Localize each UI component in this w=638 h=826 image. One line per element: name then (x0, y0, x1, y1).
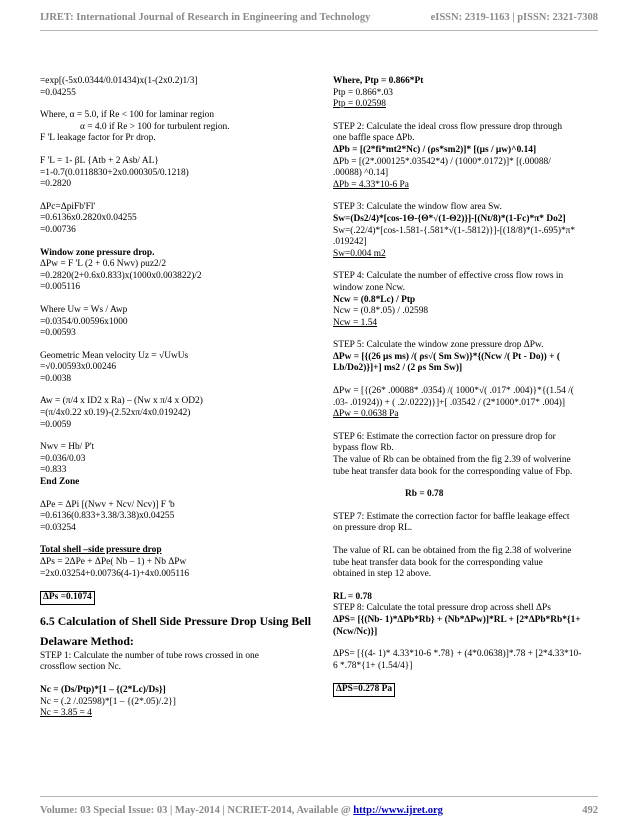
page-footer (40, 805, 598, 819)
spacer (40, 489, 312, 500)
left-column-line: =0.0354/0.00596x1000 (40, 316, 128, 327)
left-column-line: =0.00736 (40, 224, 76, 235)
left-column-line: =0.6136(0.833+3.38/3.38)x0.04255 (40, 511, 175, 522)
right-column-line (333, 683, 598, 697)
spacer (40, 340, 312, 351)
left-column-line: Where Uw = Ws / Awp (40, 304, 128, 315)
issn-text: eISSN: 2319-1163 | pISSN: 2321-7308 (430, 12, 598, 23)
left-column-line: Aw = (π/4 x ID2 x Ra) – (Nw x π/4 x OD2) (40, 396, 203, 407)
spacer (333, 191, 598, 202)
right-column-line: Ncw = (0.8*.05) / .02598 (333, 306, 429, 317)
spacer (333, 581, 598, 592)
left-column-line: =exp[(-5x0.0344/0.01434)x(1-(2x0.2)1/3] (40, 76, 198, 86)
right-column-line: Ptp = 0.866*.03 (333, 87, 393, 98)
spacer (40, 191, 312, 202)
right-column-line: tube heat transfer data book for the corresponding value (333, 557, 543, 568)
spacer (40, 99, 312, 110)
left-column-line: =0.04255 (40, 87, 76, 98)
right-column-line: 6 *.78*{1+ (1.54/4}] (333, 660, 413, 671)
right-column-line: ΔPb = [(2*.000125*.03542*4) / (1000*.0172)]* [(.00088/ (333, 156, 551, 167)
spacer (333, 111, 598, 122)
right-column-line: on pressure drop RL. (333, 523, 413, 534)
left-column-line: ΔPs = 2ΔPe + ΔPe( Nb – 1) + Nb ΔPw (40, 557, 187, 567)
left-column-line: Nc = 3.85 = 4 (40, 708, 92, 719)
left-column-line: =2x0.03254+0.00736(4-1)+4x0.005116 (40, 568, 190, 579)
left-column-line: F 'L = 1- βL {Atb + 2 Asb/ AL} (40, 155, 159, 166)
left-column-line: crossflow section Nc. (40, 662, 121, 673)
spacer (333, 535, 598, 546)
right-column-line: ΔPS= [{(Nb- 1)*ΔPb*Rb} + (Nb*ΔPw)]*RL + [2*ΔPb*Rb*{1+ (333, 614, 581, 625)
left-column-line: =0.00593 (40, 328, 76, 339)
left-column-line: =0.2820(2+0.6x0.833)x(1000x0.003822)/2 (40, 270, 202, 281)
right-column-line: STEP 6: Estimate the correction factor on pressure drop for (333, 431, 556, 442)
left-column-line: =0.005116 (40, 282, 81, 293)
left-column-line: Nc = (.2 /.02598)*[1 – {(2*.05)/.2}] (40, 696, 176, 707)
left-column-line: =0.833 (40, 465, 67, 476)
left-column-line: =0.6136x0.2820x0.04255 (40, 213, 137, 224)
right-column-line: STEP 4: Calculate the number of effective cross flow rows in (333, 271, 564, 282)
right-column-line: .00088) ^0.14] (333, 168, 389, 179)
right-column-line: Rb = 0.78 (405, 489, 444, 500)
left-column-line: =(π/4x0.22 x0.19)-(2.52xπ/4x0.019242) (40, 408, 191, 419)
right-column-line: Lb/Do2)}]+] ms2 / (2 ρs Sm Sw)] (333, 363, 463, 374)
left-column-line: F 'L leakage factor for Pr drop. (40, 133, 156, 144)
right-column-line: Sw=(.22/4)*[cos-1.581-{.581*√(1-.5812)}]-[(18/8)*(1-.695)*π* (333, 225, 576, 236)
spacer (333, 672, 598, 683)
left-column-line: Geometric Mean velocity Uz = √UwUs (40, 350, 189, 361)
right-column-line: Sw=(Ds2/4)*[cos-1Θ-{Θ*√(1-Θ2)}]-[(Nt/8)*(1-Fc)*π* Do2] (333, 213, 566, 224)
left-column-line: Total shell –side pressure drop (40, 545, 162, 556)
right-column-line: ΔPw = 0.0638 Pa (333, 409, 399, 420)
footer-text: Volume: 03 Special Issue: 03 | May-2014 | NCRIET-2014, Available @ (40, 805, 351, 816)
right-column-line: bypass flow Rb. (333, 443, 394, 454)
header-rule (40, 30, 598, 31)
right-column (333, 76, 598, 697)
left-column-line: 6.5 Calculation of Shell Side Pressure Drop Using Bell (40, 613, 312, 628)
left-column-line: =0.0038 (40, 373, 72, 384)
left-column-line: =0.03254 (40, 522, 76, 533)
right-column-line: ΔPb = [(2*fi*mt2*Nc) / (ρs*sm2)]* [(μs / μw)^0.14] (333, 144, 537, 155)
right-column-line: .019242] (333, 237, 367, 248)
spacer (40, 431, 312, 442)
spacer (333, 421, 598, 432)
left-column-line: ΔPe = ΔPi [(Nwv + Ncv/ Ncv)] F 'b (40, 499, 175, 510)
left-column-line: End Zone (40, 477, 80, 488)
left-column-line: =1-0.7(0.0118830+2x0.000305/0.1218) (40, 167, 189, 178)
left-column-line: Delaware Method: (40, 633, 134, 648)
right-column-line: ΔPb = 4.33*10-6 Pa (333, 179, 409, 190)
left-column-line: =0.036/0.03 (40, 453, 86, 464)
right-column-line: The value of Rb can be obtained from the fig 2.39 of wolverine (333, 455, 571, 466)
right-column-line: STEP 2: Calculate the ideal cross flow pressure drop through (333, 121, 563, 132)
spacer (333, 501, 598, 512)
spacer (40, 674, 312, 685)
journal-title: IJRET: International Journal of Research in Engineering and Technology (40, 12, 371, 23)
spacer (333, 638, 598, 649)
right-column-line: STEP 8: Calculate the total pressure drop across shell ΔPs (333, 603, 551, 614)
left-column-line (40, 591, 312, 605)
left-column-line: =√0.00593x0.00246 (40, 362, 117, 373)
left-column-line: Where, α = 5.0, if Re < 100 for laminar region (40, 110, 215, 121)
right-column-line: RL = 0.78 (333, 591, 372, 602)
right-column-line: Ncw = 1.54 (333, 317, 378, 328)
boxed-result: ΔPs =0.1074 (40, 591, 95, 605)
right-column-line: Ptp = 0.02598 (333, 99, 386, 110)
right-column-line: ΔPw = [{(26* .00088* .0354) /( 1000*√( .017* .004)}*{(1.54 /( (333, 386, 574, 397)
right-column-line: Where, Ptp = 0.866*Pt (333, 76, 424, 86)
right-column-line: tube heat transfer data book for the corresponding value of Fbp. (333, 466, 573, 477)
right-column-line: ΔPw = [{(26 μs ms) /( ρs√( Sm Sw)}*{(Ncw /( Pt - Do)) + ( (333, 351, 560, 362)
right-column-line: (Ncw/Nc)}] (333, 626, 378, 637)
right-column-line: window zone Ncw. (333, 282, 406, 293)
spacer (40, 385, 312, 396)
right-column-line: STEP 7: Estimate the correction factor for baffle leakage effect (333, 511, 570, 522)
spacer (333, 329, 598, 340)
left-column-line: Nwv = Hb/ P't (40, 442, 95, 453)
spacer (333, 478, 598, 489)
left-column-line: STEP 1: Calculate the number of tube rows crossed in one (40, 650, 259, 661)
page-number: 492 (582, 805, 598, 816)
right-column-line: Ncw = (0.8*Lc) / Ptp (333, 294, 416, 305)
left-column (40, 76, 312, 720)
left-column-line: ΔPw = F 'L (2 + 0.6 Nwv) ρuz2/2 (40, 259, 167, 270)
footer-rule (40, 796, 598, 797)
right-column-line: ΔPS= [{(4- 1)* 4.33*10-6 *.78} + (4*0.0638)]*.78 + [2*4.33*10- (333, 649, 582, 660)
spacer (333, 375, 598, 386)
left-column-line: ΔPc=ΔpiFb'Fl' (40, 201, 96, 212)
right-column-line: obtained in step 12 above. (333, 569, 432, 580)
right-column-line: STEP 5: Calculate the window zone pressure drop ΔPw. (333, 340, 544, 351)
page-header (40, 12, 598, 28)
spacer (40, 580, 312, 591)
left-column-line: =0.0059 (40, 419, 72, 430)
left-column-line: Nc = (Ds/Ptp)*[1 – {(2*Lc)/Ds}] (40, 684, 166, 695)
right-column-line: one baffle space ΔPb. (333, 133, 415, 144)
right-column-line: The value of RL can be obtained from the fig 2.38 of wolverine (333, 546, 572, 556)
right-column-line: STEP 3: Calculate the window flow area Sw. (333, 202, 502, 213)
spacer (40, 237, 312, 248)
footer-volume-info (40, 805, 443, 816)
right-column-line: .03- .01924)) + ( .2/.0222)}]+[ .03542 / (2*1000*.017* .004)] (333, 397, 565, 408)
spacer (40, 294, 312, 305)
spacer (333, 260, 598, 271)
left-column-line: =0.2820 (40, 179, 72, 190)
journal-link[interactable]: http://www.ijret.org (353, 805, 443, 816)
left-column-line: α = 4.0 if Re > 100 for turbulent region. (80, 121, 230, 132)
spacer (40, 145, 312, 156)
left-column-line: Window zone pressure drop. (40, 247, 155, 258)
right-column-line: Sw=0.004 m2 (333, 248, 386, 259)
spacer (40, 534, 312, 545)
boxed-result: ΔPS=0.278 Pa (333, 683, 395, 697)
